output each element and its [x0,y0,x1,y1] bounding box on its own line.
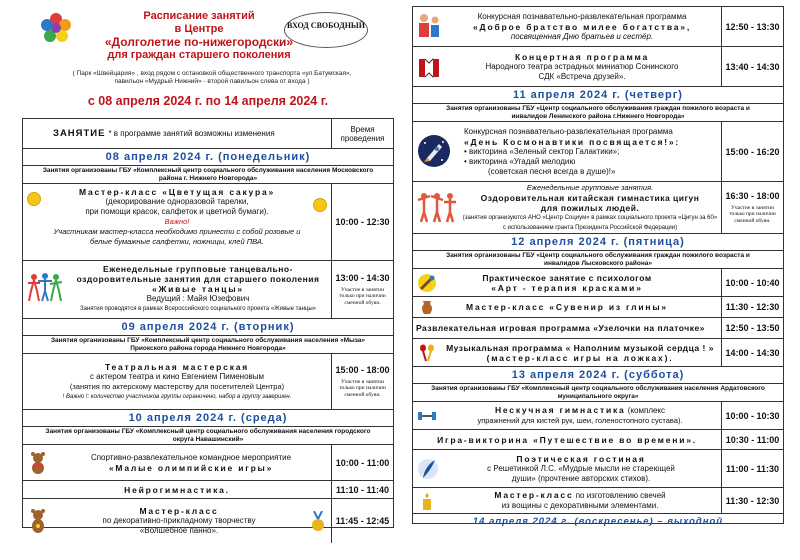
event-text: (занятия организуются АНО «Центр Социум» в рамках социального проекта «Цигун за 60» с использованием гранта Президента Российской Федерации) [462,214,718,231]
footwear-note: Участие в занятии только при наличии сменной обуви. [339,378,386,398]
organizer-note: Занятия организованы ГБУ «Центр социального обслуживания граждан пожилого возраста и инвалидов Лысковского района» [446,251,750,267]
table-row [413,450,783,488]
event-title: Мастер-класс [139,506,219,516]
schedule-table-left [22,118,394,535]
event-title: Еженедельные групповые танцевально- [103,264,293,274]
event-title: «Живые танцы» [152,284,244,294]
olympic-bear-icon [27,507,49,535]
event-title: Нейрогимнастика. [124,484,230,495]
footwear-note: Участие в занятии только при наличии сменной обуви. [339,286,386,306]
header [22,0,394,118]
title-line: Расписание занятий [143,10,255,22]
event-title: Музыкальная программа « Наполним музыкой сердца ! » [446,342,714,353]
siblings-icon [416,11,442,43]
olympic-bear-icon [27,451,49,475]
event-time: 10:00 - 10:30 [721,402,783,429]
address-line: ( Парк «Швейцария» , вход рядом с остановкой общественного транспорта «ул.Батумская», [72,70,352,77]
event-text: по изготовлению свечей [575,491,666,500]
event-text: «Волшебное панно». [139,526,219,535]
table-row [23,354,393,410]
event-title: «Арт - терапия красками» [491,282,643,293]
event-time: 11:00 - 11:30 [721,450,783,487]
event-text: по декоративно-прикладному творчеству [102,516,256,525]
address-line: павильон «Мудрый Нижний» - второй павильон слева от входа ) [114,78,310,85]
event-title: Оздоровительная китайская гимнастика цигун [480,192,700,203]
table-row [413,430,783,450]
event-text: СДК «Встреча друзей». [538,71,626,81]
day-heading: 12 апреля 2024 г. (пятница) [511,236,685,248]
event-text: (занятия по актерскому мастерству для посетителей Центра) [69,381,285,391]
footwear-note: Участие в занятии только при наличии сменной обуви. [729,204,776,224]
table-row [413,402,783,430]
organizer-note: Занятия организованы ГБУ «Комплексный центр социального обслуживания населения Ардатовского муниципального округа» [431,384,765,400]
table-row [413,339,783,367]
day-row [23,410,393,427]
event-text: Конкурсная познавательно-развлекательная программа [464,126,673,136]
changes-note: * в программе занятий возможны изменения [108,129,275,138]
event-text: посвященная Дню братьев и сестёр. [510,31,654,41]
table-row [23,184,393,261]
event-time: 12:50 - 13:30 [721,7,783,46]
event-time: 16:30 - 18:00 [725,190,780,201]
page-title [94,10,304,62]
event-text: (советская песня всегда в душе)!» [488,166,616,176]
qigong-figures-icon [417,190,457,224]
day-heading: 13 апреля 2024 г. (суббота) [511,369,685,381]
event-time: 11:30 - 12:30 [721,488,783,513]
event-text: упражнений для кистей рук, шеи, голеностопного сустава). [477,416,683,425]
event-title: для пожилых людей. [540,202,640,213]
table-row [413,488,783,514]
event-title: «Малые олимпийские игры» [108,462,274,473]
day-row [413,514,783,528]
event-title: Театральная мастерская [104,361,250,372]
event-title: «Доброе братство милее богатства», [473,21,691,32]
organizer-row [23,336,393,354]
column-header-activity: ЗАНЯТИЕ [53,128,106,139]
event-title: оздоровительные занятия для старшего поколения [76,274,320,284]
event-title: Мастер-класс [494,490,574,500]
event-time: 11:10 - 11:40 [331,481,393,498]
free-entry-badge: ВХОД СВОБОДНЫЙ [284,12,368,48]
left-column [22,0,394,535]
event-time: 10:00 - 11:00 [331,445,393,480]
day-heading: 11 апреля 2024 г. (четверг) [513,89,683,101]
event-time: 13:40 - 14:30 [721,47,783,86]
event-title: Поэтическая гостиная [516,453,646,464]
clay-pot-icon [419,300,435,315]
date-range: с 08 апреля 2024 г. по 14 апреля 2024 г. [87,94,329,108]
day-heading: 09 апреля 2024 г. (вторник) [121,321,295,333]
event-title: (мастер-класс игры на ложках). [486,352,674,363]
day-row [413,234,783,251]
event-time: 11:45 - 12:45 [331,499,393,543]
event-text: (декорирование одноразовой тарелки, [105,197,249,206]
organizer-row [23,427,393,445]
day-row [23,319,393,336]
day-off-note: 14 апреля 2024 г. (воскресенье) – выходной [472,515,724,527]
event-title: Развлекательная игровая программа «Узелочки на платочке» [416,323,705,333]
day-row [413,367,783,384]
event-time: 14:00 - 14:30 [721,339,783,366]
dumbbell-icon [417,407,437,425]
event-time: 15:00 - 18:00 [335,364,390,375]
event-text: Занятия проводятся в рамках Всероссийского социального проекта «Живые танцы» [79,306,316,312]
important-label: ! Важно !: количество участников группы ограничено, набор в группу завершен. [62,393,292,400]
organizer-note: Занятия организованы ГБУ «Комплексный центр социального обслуживания населения Московского района г. Нижнего Новгорода» [42,166,374,182]
event-text: • викторина «Угадай мелодию [464,156,576,166]
event-title: «День Космонавтики посвящается!»: [464,136,681,147]
event-time: 10:30 - 11:00 [721,430,783,449]
event-text: Участникам мастер-класса необходимо принести с собой розовые и белые бумажные салфетки, ножницы, клей ПВА. [53,227,301,246]
event-text: Еженедельные групповые занятия. [526,182,654,192]
table-row [413,47,783,87]
smiley-icon [27,192,41,206]
column-header-time: Время проведения [331,119,393,148]
event-time: 11:30 - 12:30 [721,297,783,317]
event-title: Мастер-класс «Сувенир из глины» [466,302,668,312]
day-row [23,149,393,166]
table-row [413,297,783,318]
table-row [23,261,393,319]
table-row [413,318,783,339]
table-row [23,481,393,499]
table-row [413,182,783,234]
event-text: при помощи красок, салфеток и цветной бумаги). [85,207,269,216]
table-row [413,269,783,297]
quill-pen-icon [417,456,439,482]
accordion-icon [417,55,441,81]
wooden-spoons-icon [417,344,437,362]
event-time: 10:00 - 12:30 [331,184,393,260]
title-line: в Центре [174,23,224,35]
medal-icon [309,511,327,533]
event-title: Мастер-класс «Цветущая сакура» [78,187,276,197]
event-title: Игра-викторина «Путешествие во времени». [437,434,697,445]
organizer-row [23,166,393,184]
day-heading: 08 апреля 2024 г. (понедельник) [105,151,311,163]
title-line: для граждан старшего поколения [107,49,291,61]
space-rocket-icon [417,134,451,168]
event-text: из вощины с декоративными элементами. [501,501,659,510]
organizer-row [413,104,783,122]
organizer-note: Занятия организованы ГБУ «Комплексный центр социального обслуживания населения «Мыза» Приокского района города Нижнего Новгорода» [50,336,366,352]
organizer-note: Занятия организованы ГБУ «Комплексный центр социального обслуживания населения городского округа Навашинский» [45,427,371,443]
organizer-note: Занятия организованы ГБУ «Центр социального обслуживания граждан пожилого возраста и инвалидов Ленинского района г.Нижнего Новгорода» [446,104,750,120]
paint-brush-icon [417,273,437,293]
important-label: Важно! [164,217,190,226]
event-host: Ведущий : Майя Юзефович [146,294,250,303]
organizer-row [413,384,783,402]
dancers-icon [26,271,64,303]
smiley-icon [313,198,327,212]
event-title: Концертная программа [514,51,650,62]
event-text: • викторина «Зеленый сектор Галактики»; [464,146,620,156]
event-text: с Решетинкой Л.С. «Мудрые мысли не стареющей [487,463,675,473]
schedule-table-right [412,6,784,527]
title-line: «Долголетие по-нижегородски» [104,35,294,49]
event-time: 15:00 - 16:20 [721,122,783,181]
organizer-row [413,251,783,269]
event-time: 12:50 - 13:50 [721,318,783,338]
table-header [23,119,393,149]
day-row [413,87,783,104]
event-text: Спортивно-развлекательное командное мероприятие [90,452,292,462]
event-text: Народного театра эстрадных миниатюр Сонинского [485,61,679,71]
day-heading: 10 апреля 2024 г. (среда) [128,412,288,424]
table-row [413,7,783,47]
event-time: 10:00 - 10:40 [721,269,783,296]
event-title: Нескучная гимнастика [494,405,626,415]
candle-icon [417,492,437,510]
event-text: (комплекс [627,406,666,415]
table-row [23,445,393,481]
address [52,70,372,86]
event-title: Практическое занятие с психологом [482,272,652,283]
table-row [23,499,393,543]
flower-logo-icon [40,12,72,44]
event-text: с актером театра и кино Евгением Пименовым [89,371,265,381]
event-time: 13:00 - 14:30 [335,272,390,283]
table-row [413,122,783,182]
event-text: Конкурсная познавательно-развлекательная программа [477,11,687,21]
event-text: души» (прочтение авторских стихов). [511,473,651,483]
